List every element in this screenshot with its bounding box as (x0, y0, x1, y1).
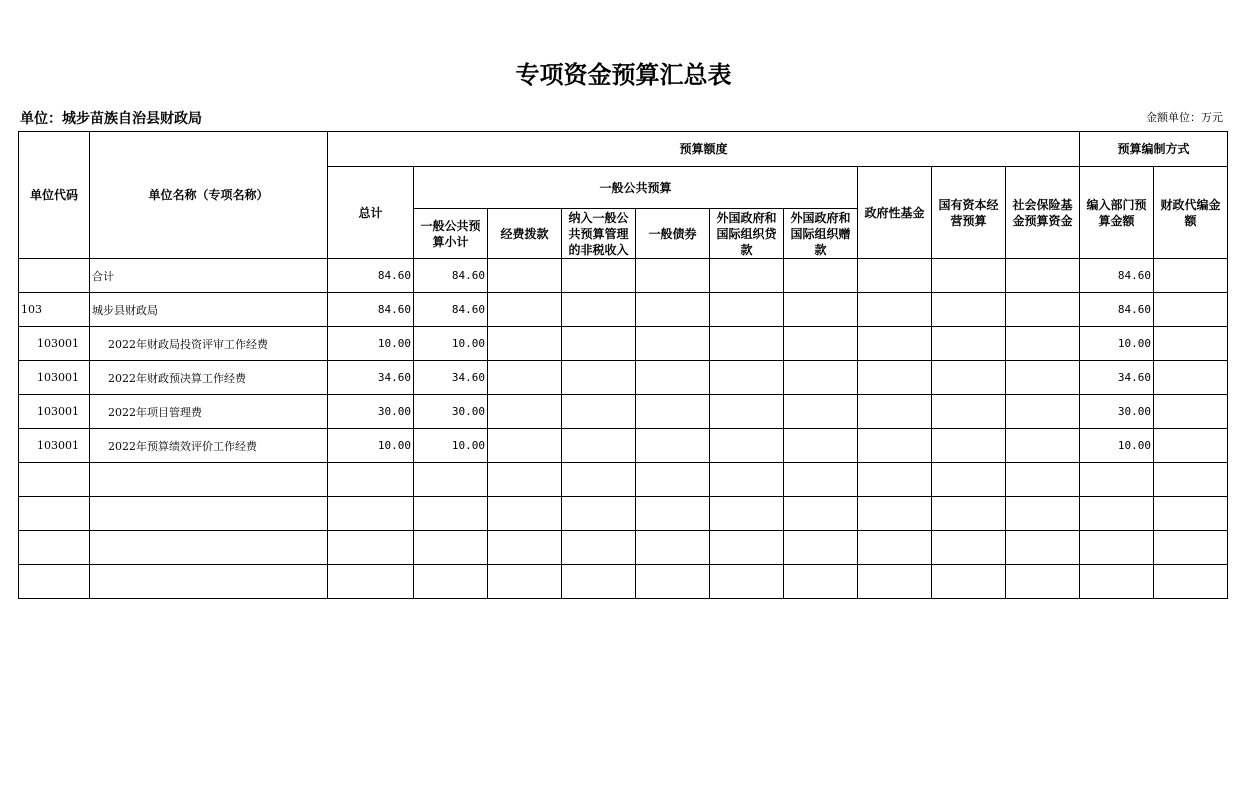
table-row (19, 395, 1228, 429)
cell-foreign-grant (784, 361, 858, 395)
cell-funding (488, 395, 562, 429)
cell-social-security (1006, 361, 1080, 395)
cell-funding (488, 293, 562, 327)
header-foreign-loan: 外国政府和国际组织贷款 (710, 209, 784, 259)
cell-unit-name: 2022年财政局投资评审工作经费 (90, 327, 328, 361)
cell-finance-amount (1154, 327, 1228, 361)
cell-foreign-grant (784, 259, 858, 293)
cell-social-security (1006, 565, 1080, 599)
cell-finance-amount (1154, 429, 1228, 463)
cell-funding (488, 463, 562, 497)
cell-gov-fund (858, 531, 932, 565)
table-row (19, 497, 1228, 531)
cell-total: 84.60 (328, 259, 414, 293)
cell-foreign-grant (784, 395, 858, 429)
header-non-tax: 纳入一般公共预算管理的非税收入 (562, 209, 636, 259)
cell-funding (488, 361, 562, 395)
cell-funding (488, 327, 562, 361)
header-dept-amount: 编入部门预算金额 (1080, 167, 1154, 259)
cell-bond (636, 327, 710, 361)
cell-gp-subtotal: 34.60 (414, 361, 488, 395)
cell-unit-code: 103001 (19, 429, 90, 463)
cell-funding (488, 497, 562, 531)
cell-dept-amount: 84.60 (1080, 259, 1154, 293)
cell-total (328, 565, 414, 599)
cell-non-tax (562, 531, 636, 565)
cell-finance-amount (1154, 463, 1228, 497)
cell-funding (488, 429, 562, 463)
cell-foreign-loan (710, 429, 784, 463)
cell-unit-name: 2022年财政预决算工作经费 (90, 361, 328, 395)
cell-unit-name: 城步县财政局 (90, 293, 328, 327)
cell-unit-code (19, 463, 90, 497)
cell-finance-amount (1154, 531, 1228, 565)
cell-non-tax (562, 395, 636, 429)
table-row (19, 429, 1228, 463)
cell-total (328, 531, 414, 565)
cell-bond (636, 497, 710, 531)
cell-bond (636, 293, 710, 327)
header-foreign-grant: 外国政府和国际组织赠款 (784, 209, 858, 259)
cell-finance-amount (1154, 497, 1228, 531)
header-bond: 一般债券 (636, 209, 710, 259)
cell-social-security (1006, 293, 1080, 327)
money-unit-label: 金额单位：万元 (1146, 111, 1223, 124)
cell-dept-amount: 10.00 (1080, 327, 1154, 361)
header-finance-amount: 财政代编金额 (1154, 167, 1228, 259)
cell-total: 30.00 (328, 395, 414, 429)
cell-dept-amount: 84.60 (1080, 293, 1154, 327)
cell-non-tax (562, 327, 636, 361)
cell-foreign-grant (784, 463, 858, 497)
cell-bond (636, 395, 710, 429)
cell-state-capital (932, 565, 1006, 599)
table-row (19, 463, 1228, 497)
cell-total (328, 463, 414, 497)
table-row (19, 361, 1228, 395)
cell-foreign-loan (710, 327, 784, 361)
cell-social-security (1006, 429, 1080, 463)
cell-total: 34.60 (328, 361, 414, 395)
cell-gov-fund (858, 395, 932, 429)
cell-foreign-grant (784, 531, 858, 565)
cell-dept-amount (1080, 531, 1154, 565)
cell-non-tax (562, 361, 636, 395)
cell-gp-subtotal: 84.60 (414, 259, 488, 293)
cell-dept-amount (1080, 565, 1154, 599)
cell-total: 10.00 (328, 429, 414, 463)
cell-foreign-loan (710, 463, 784, 497)
cell-foreign-loan (710, 565, 784, 599)
cell-unit-name (90, 565, 328, 599)
cell-foreign-loan (710, 395, 784, 429)
cell-total (328, 497, 414, 531)
unit-label: 单位：城步苗族自治县财政局 (20, 111, 202, 127)
cell-foreign-grant (784, 293, 858, 327)
table-row (19, 293, 1228, 327)
cell-finance-amount (1154, 259, 1228, 293)
cell-foreign-grant (784, 565, 858, 599)
cell-unit-name (90, 531, 328, 565)
cell-gov-fund (858, 361, 932, 395)
header-budget-method: 预算编制方式 (1080, 132, 1228, 167)
cell-state-capital (932, 429, 1006, 463)
header-funding: 经费拨款 (488, 209, 562, 259)
cell-unit-name: 合计 (90, 259, 328, 293)
cell-social-security (1006, 259, 1080, 293)
cell-finance-amount (1154, 293, 1228, 327)
cell-funding (488, 531, 562, 565)
header-state-capital: 国有资本经营预算 (932, 167, 1006, 259)
cell-non-tax (562, 497, 636, 531)
cell-unit-code (19, 259, 90, 293)
table-header (19, 132, 1228, 259)
cell-total: 84.60 (328, 293, 414, 327)
cell-non-tax (562, 259, 636, 293)
cell-unit-name: 2022年项目管理费 (90, 395, 328, 429)
cell-dept-amount (1080, 463, 1154, 497)
cell-gov-fund (858, 259, 932, 293)
cell-foreign-grant (784, 429, 858, 463)
cell-unit-code: 103001 (19, 395, 90, 429)
cell-gp-subtotal: 10.00 (414, 429, 488, 463)
cell-state-capital (932, 259, 1006, 293)
cell-gov-fund (858, 293, 932, 327)
table-row (19, 327, 1228, 361)
header-budget-amount: 预算额度 (328, 132, 1080, 167)
header-general-public: 一般公共预算 (414, 167, 858, 209)
cell-bond (636, 463, 710, 497)
cell-foreign-loan (710, 361, 784, 395)
header-social-security: 社会保险基金预算资金 (1006, 167, 1080, 259)
header-total: 总计 (328, 167, 414, 259)
cell-foreign-grant (784, 497, 858, 531)
cell-dept-amount: 30.00 (1080, 395, 1154, 429)
budget-summary-table (18, 131, 1228, 599)
cell-state-capital (932, 361, 1006, 395)
cell-state-capital (932, 293, 1006, 327)
header-gov-fund: 政府性基金 (858, 167, 932, 259)
cell-gp-subtotal (414, 565, 488, 599)
cell-foreign-loan (710, 497, 784, 531)
cell-gp-subtotal (414, 463, 488, 497)
table-row (19, 259, 1228, 293)
cell-non-tax (562, 293, 636, 327)
cell-unit-code: 103001 (19, 327, 90, 361)
cell-unit-name (90, 497, 328, 531)
header-unit-code: 单位代码 (19, 132, 90, 259)
cell-foreign-loan (710, 259, 784, 293)
cell-dept-amount: 10.00 (1080, 429, 1154, 463)
cell-unit-name: 2022年预算绩效评价工作经费 (90, 429, 328, 463)
cell-bond (636, 531, 710, 565)
table-row (19, 531, 1228, 565)
cell-finance-amount (1154, 395, 1228, 429)
cell-social-security (1006, 497, 1080, 531)
cell-funding (488, 259, 562, 293)
cell-gp-subtotal: 30.00 (414, 395, 488, 429)
cell-gov-fund (858, 463, 932, 497)
cell-bond (636, 361, 710, 395)
cell-finance-amount (1154, 565, 1228, 599)
cell-unit-name (90, 463, 328, 497)
cell-foreign-loan (710, 293, 784, 327)
cell-total: 10.00 (328, 327, 414, 361)
cell-bond (636, 565, 710, 599)
cell-state-capital (932, 395, 1006, 429)
header-unit-name: 单位名称（专项名称） (90, 132, 328, 259)
cell-unit-code: 103001 (19, 361, 90, 395)
cell-foreign-grant (784, 327, 858, 361)
cell-gp-subtotal: 10.00 (414, 327, 488, 361)
cell-social-security (1006, 395, 1080, 429)
cell-social-security (1006, 327, 1080, 361)
cell-non-tax (562, 565, 636, 599)
cell-foreign-loan (710, 531, 784, 565)
cell-gp-subtotal (414, 531, 488, 565)
cell-state-capital (932, 531, 1006, 565)
cell-non-tax (562, 429, 636, 463)
cell-non-tax (562, 463, 636, 497)
cell-gp-subtotal (414, 497, 488, 531)
cell-bond (636, 429, 710, 463)
cell-gov-fund (858, 565, 932, 599)
cell-gov-fund (858, 497, 932, 531)
cell-dept-amount (1080, 497, 1154, 531)
cell-unit-code (19, 497, 90, 531)
cell-gp-subtotal: 84.60 (414, 293, 488, 327)
cell-social-security (1006, 531, 1080, 565)
cell-state-capital (932, 327, 1006, 361)
cell-gov-fund (858, 327, 932, 361)
cell-unit-code: 103 (19, 293, 90, 327)
table-row (19, 565, 1228, 599)
cell-funding (488, 565, 562, 599)
cell-finance-amount (1154, 361, 1228, 395)
cell-state-capital (932, 497, 1006, 531)
cell-unit-code (19, 531, 90, 565)
table-body (19, 259, 1228, 599)
cell-unit-code (19, 565, 90, 599)
header-gp-subtotal: 一般公共预算小计 (414, 209, 488, 259)
cell-state-capital (932, 463, 1006, 497)
cell-social-security (1006, 463, 1080, 497)
page-title: 专项资金预算汇总表 (515, 61, 732, 89)
cell-bond (636, 259, 710, 293)
cell-gov-fund (858, 429, 932, 463)
cell-dept-amount: 34.60 (1080, 361, 1154, 395)
